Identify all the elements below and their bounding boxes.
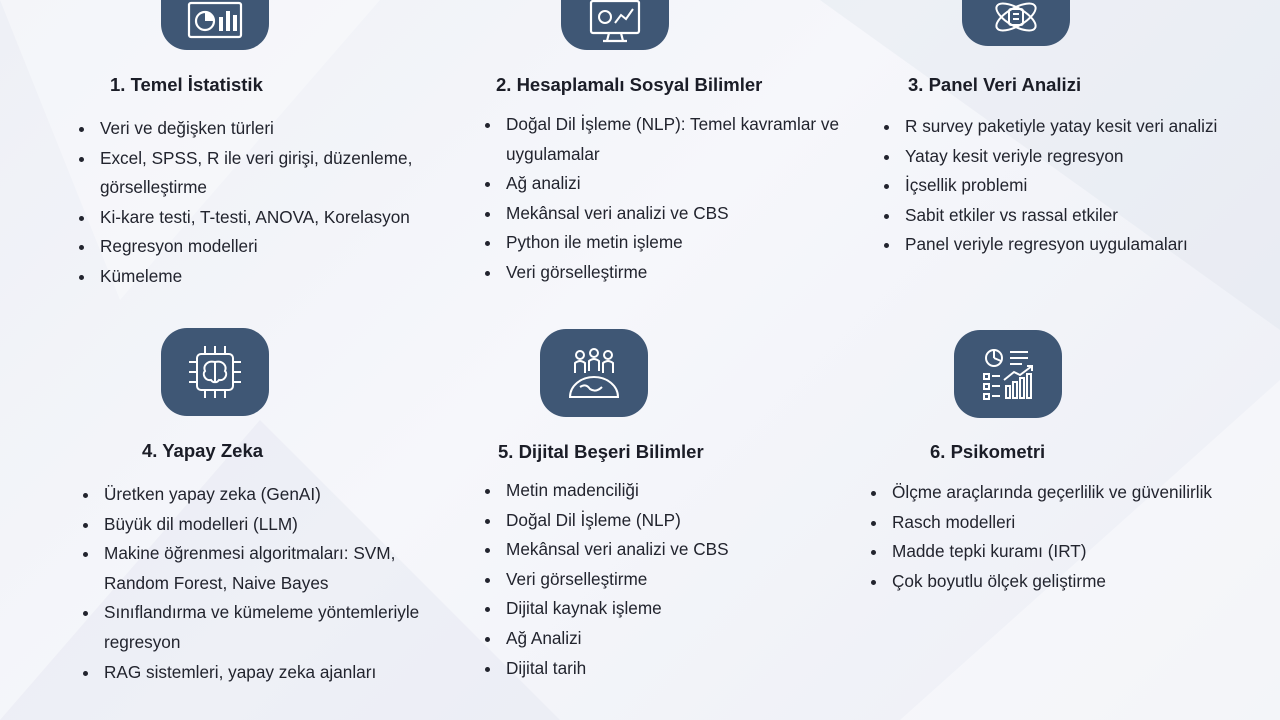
section-6-list [868, 478, 1268, 596]
section-3-list [881, 112, 1261, 260]
list-item: Excel, SPSS, R ile veri girişi, düzenleme, görselleştirme [76, 144, 456, 203]
section-1-list [76, 114, 456, 292]
section-4-list [80, 480, 440, 687]
list-item: Ağ analizi [482, 169, 852, 199]
section-5-title: 5. Dijital Beşeri Bilimler [498, 441, 704, 462]
list-item: Makine öğrenmesi algoritmaları: SVM, Random Forest, Naive Bayes [80, 539, 440, 598]
report-chart-icon [976, 342, 1040, 406]
brain-chip-icon [183, 340, 247, 404]
pie-bar-chart-icon [183, 0, 247, 57]
section-2-icon-tile [561, 0, 669, 50]
list-item: Ölçme araçlarında geçerlilik ve güvenilirlik [868, 478, 1268, 508]
list-item: Üretken yapay zeka (GenAI) [80, 480, 440, 510]
section-5-list [482, 476, 842, 683]
list-item: Metin madenciliği [482, 476, 842, 506]
section-5-icon-tile [540, 329, 648, 417]
list-item: Mekânsal veri analizi ve CBS [482, 199, 852, 229]
list-item: Python ile metin işleme [482, 228, 852, 258]
list-item: Doğal Dil İşleme (NLP) [482, 506, 842, 536]
list-item: Rasch modelleri [868, 508, 1268, 538]
list-item: Doğal Dil İşleme (NLP): Temel kavramlar ve uygulamalar [482, 110, 852, 169]
list-item: Panel veriyle regresyon uygulamaları [881, 230, 1261, 260]
atom-data-icon [984, 0, 1048, 53]
section-6-icon-tile [954, 330, 1062, 418]
section-3-icon-tile [962, 0, 1070, 46]
list-item: Çok boyutlu ölçek geliştirme [868, 567, 1268, 597]
list-item: RAG sistemleri, yapay zeka ajanları [80, 658, 440, 688]
list-item: Mekânsal veri analizi ve CBS [482, 535, 842, 565]
list-item: Veri görselleştirme [482, 565, 842, 595]
list-item: Kümeleme [76, 262, 456, 292]
section-1-icon-tile [161, 0, 269, 50]
list-item: Ağ Analizi [482, 624, 842, 654]
list-item: Sınıflandırma ve kümeleme yöntemleriyle regresyon [80, 598, 440, 657]
section-4-title: 4. Yapay Zeka [142, 440, 264, 461]
list-item: Dijital tarih [482, 654, 842, 684]
section-3-title: 3. Panel Veri Analizi [908, 74, 1082, 95]
section-2-list [482, 110, 852, 288]
list-item: Veri görselleştirme [482, 258, 852, 288]
list-item: Sabit etkiler vs rassal etkiler [881, 201, 1261, 231]
list-item: Veri ve değişken türleri [76, 114, 456, 144]
list-item: İçsellik problemi [881, 171, 1261, 201]
list-item: Büyük dil modelleri (LLM) [80, 510, 440, 540]
section-4-icon-tile [161, 328, 269, 416]
list-item: R survey paketiyle yatay kesit veri analizi [881, 112, 1261, 142]
section-2-title: 2. Hesaplamalı Sosyal Bilimler [496, 74, 763, 95]
monitor-analytics-icon [583, 0, 647, 57]
section-1-title: 1. Temel İstatistik [110, 74, 263, 95]
list-item: Dijital kaynak işleme [482, 594, 842, 624]
list-item: Regresyon modelleri [76, 232, 456, 262]
list-item: Yatay kesit veriyle regresyon [881, 142, 1261, 172]
list-item: Madde tepki kuramı (IRT) [868, 537, 1268, 567]
people-globe-icon [562, 341, 626, 405]
section-6-title: 6. Psikometri [930, 441, 1046, 462]
list-item: Ki-kare testi, T-testi, ANOVA, Korelasyon [76, 203, 456, 233]
